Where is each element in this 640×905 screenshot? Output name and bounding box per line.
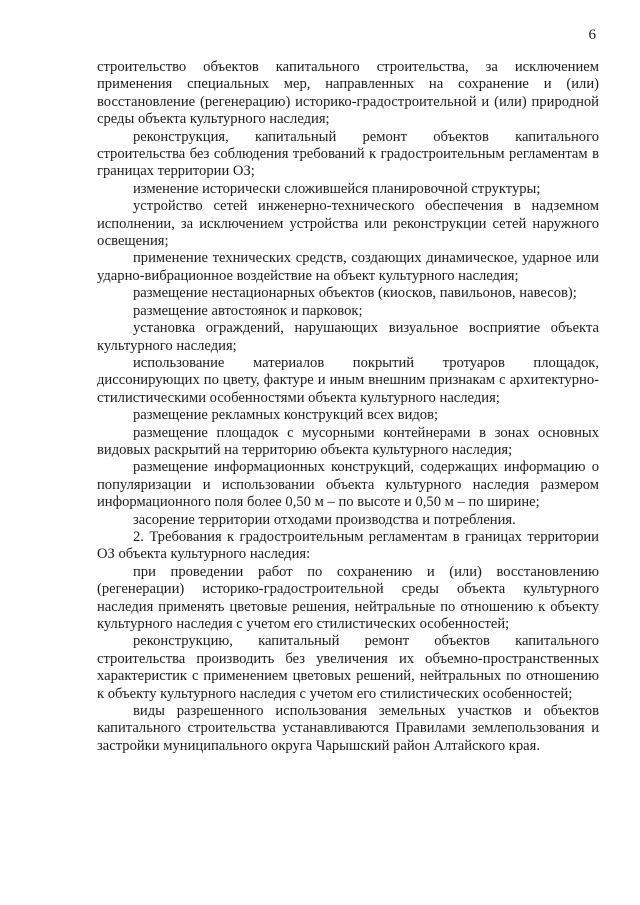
body-text — [97, 59, 599, 755]
paragraph: реконструкция, капитальный ремонт объектов капитального строительства без соблюдения требований к градостроительным регламентам в границах территории ОЗ; — [97, 128, 599, 180]
paragraph: размещение площадок с мусорными контейнерами в зонах основных видовых раскрытий на территорию объекта культурного наследия; — [97, 424, 599, 458]
paragraph: установка ограждений, нарушающих визуальное восприятие объекта культурного наследия; — [97, 320, 599, 354]
paragraph: изменение исторически сложившейся планировочной структуры; — [133, 180, 541, 197]
page-number: 6 — [588, 27, 596, 43]
paragraph: использование материалов покрытий тротуаров площадок, диссонирующих по цвету, фактуре и иным внешним признакам с архитектурно-стилистическими особенностями объекта культурного наследия; — [97, 354, 599, 406]
paragraph: при проведении работ по сохранению и (или) восстановлению (регенерации) историко-градостроительной среды объекта культурного наследия применять цветовые решения, нейтральные по отношению к объекту культурного наследия с учетом его стилистических особенностей; — [97, 563, 599, 632]
paragraph: размещение рекламных конструкций всех видов; — [133, 407, 439, 424]
paragraph: размещение информационных конструкций, содержащих информацию о популяризации и использовании объекта культурного наследия размером информационного поля более 0,50 м – по высоте и 0,50 м – по ширине; — [97, 459, 599, 511]
paragraph: размещение автостоянок и парковок; — [133, 302, 363, 319]
paragraph: реконструкцию, капитальный ремонт объектов капитального строительства производить без увеличения их объемно-пространственных характеристик с применением цветовых решений, нейтральных по отношению к объекту культурного наследия с учетом его стилистических особенностей; — [97, 633, 599, 702]
paragraph: устройство сетей инженерно-технического обеспечения в надземном исполнении, за исключением устройства или реконструкции сетей наружного освещения; — [97, 198, 599, 250]
paragraph: размещение нестационарных объектов (киосков, павильонов, навесов); — [133, 285, 577, 302]
paragraph: применение технических средств, создающих динамическое, ударное или ударно-вибрационное воздействие на объект культурного наследия; — [97, 250, 599, 284]
paragraph: засорение территории отходами производства и потребления. — [133, 511, 516, 528]
paragraph: виды разрешенного использования земельных участков и объектов капитального строительства устанавливаются Правилами землепользования и застройки муниципального округа Чарышский район Алтайского края. — [97, 703, 599, 754]
paragraph: строительство объектов капитального строительства, за исключением применения специальных мер, направленных на сохранение и (или) восстановление (регенерацию) историко-градостроительной и (или) природной среды объекта культурного наследия; — [97, 59, 599, 128]
section-heading: 2. Требования к градостроительным регламентам в границах территории ОЗ объекта культурного наследия: — [97, 528, 599, 563]
